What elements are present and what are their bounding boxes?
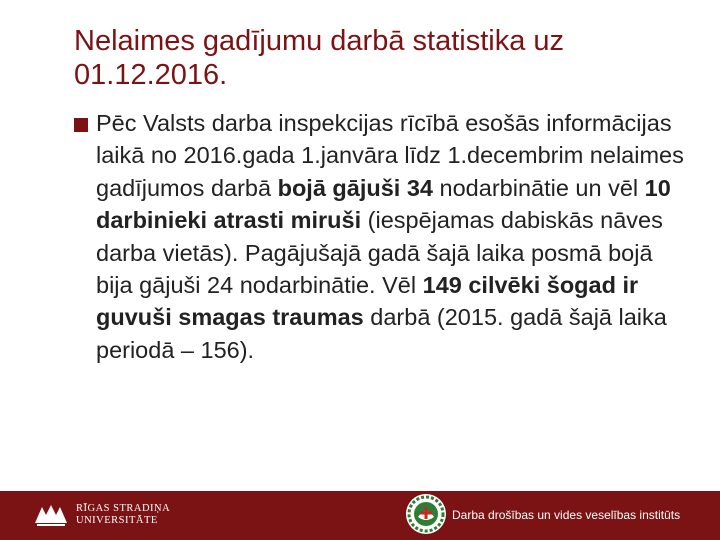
- institute-emblem-icon: [405, 493, 447, 535]
- slide-title-line1: Nelaimes gadījumu darbā statistika uz: [74, 25, 565, 57]
- bullet-text-part1: Pēc Valsts darba inspekcijas rīcībā esošās informācijas laikā no 2016.gada 1.janvāra līdz 1.decembrim nelaimes gadījumos darbā: [96, 110, 684, 201]
- rsu-name: [76, 503, 170, 527]
- rsu-name-line1: RĪGAS STRADIŅA: [76, 503, 171, 514]
- bullet-bold-part3: 149 cilvēki šogad ir guvuši smagas traumas: [96, 272, 639, 331]
- bullet-square-icon: [74, 118, 88, 132]
- bullet-text-part3: (iespējamas dabiskās nāves darba vietās). Pagājušajā gadā šajā laika posmā bojā bija gājuši 24 nodarbinātie. Vēl: [96, 207, 663, 299]
- rsu-logo: [34, 500, 170, 530]
- footer-bar: [0, 491, 720, 540]
- bullet-text-part2: nodarbinātie un vēl: [433, 174, 645, 201]
- rsu-emblem-icon: [34, 503, 68, 527]
- slide-title-line2: 01.12.2016.: [74, 59, 228, 91]
- bullet-item: [74, 107, 694, 366]
- slide-title: [74, 24, 694, 92]
- rsu-name-line2: UNIVERSITĀTE: [76, 515, 158, 526]
- institute-name: Darba drošības un vides veselības institūts: [452, 508, 681, 522]
- bullet-bold-part2: 10 darbinieki atrasti miruši: [96, 174, 671, 234]
- bullet-text: [96, 107, 694, 366]
- bullet-bold-part1: bojā gājuši 34: [277, 174, 434, 201]
- bullet-text-part4: darbā (2015. gadā šajā laika periodā – 156).: [96, 304, 667, 363]
